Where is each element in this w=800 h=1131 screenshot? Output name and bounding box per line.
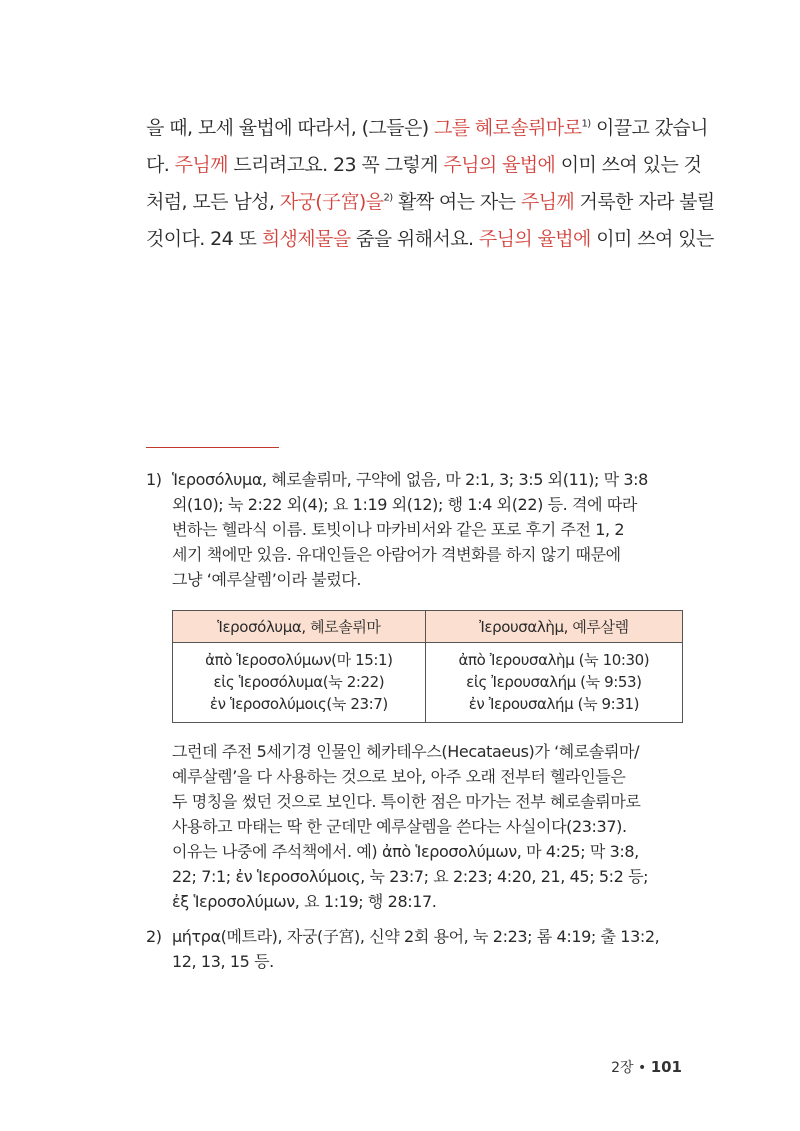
highlight: 그를 혜로솔뤼마로: [433, 117, 582, 139]
highlight: 주님의 율법에: [443, 154, 556, 176]
footnote-ref[interactable]: 2): [383, 192, 393, 204]
footnote-line: Ἱεροσόλυμα, 혜로솔뤼마, 구약에 없음, 마 2:1, 3; 3:5 외(11); 막 3:8: [172, 470, 648, 489]
footnote-line: 사용하고 마태는 딱 한 군데만 예루살렘을 쓴다는 사실이다(23:37).: [172, 817, 627, 836]
footnote-body: [172, 467, 686, 914]
bullet-icon: •: [637, 1060, 647, 1076]
greek-forms-table: [172, 610, 683, 723]
cell-line: ἐν Ἱεροσολύμοις(눅 23:7): [209, 695, 388, 713]
footnote-line: 예루살렘’을 다 사용하는 것으로 보아, 아주 오래 전부터 헬라인들은: [172, 767, 626, 786]
cell-line: ἐν Ἰερουσαλήμ (눅 9:31): [468, 695, 640, 713]
body-line: 처럼, 모든 남성, 자궁(子宮)을$^{2)}$ 활짝 여는 자는 주님께 거룩한 자라 불릴: [146, 191, 715, 213]
footnote-number: 2): [146, 927, 162, 946]
page-footer: [611, 1057, 682, 1077]
body-line: 다. 주님께 드리려고요. 23 꼭 그렇게 주님의 율법에 이미 쓰여 있는 것: [146, 154, 702, 176]
page-number: 101: [650, 1058, 682, 1076]
footnote-line: 22; 7:1; ἐν Ἱεροσολύμοις, 눅 23:7; 요 2:23; 4:20, 21, 45; 5:2 등;: [172, 867, 649, 886]
highlight: 주님께: [520, 191, 575, 213]
table-cell: [425, 643, 682, 723]
table-header: Ἱεροσόλυμα, 혜로솔뤼마: [173, 611, 426, 643]
cell-line: ἀπὸ Ἱεροσολύμων(마 15:1): [205, 651, 393, 669]
highlight: 희생제물을: [261, 228, 351, 250]
cell-line: εἰς Ἱεροσόλυμα(눅 2:22): [213, 673, 385, 691]
footnote-line: 세기 책에만 있음. 유대인들은 아람어가 격변화를 하지 않기 때문에: [172, 545, 621, 564]
table-cell: [173, 643, 426, 723]
body-line: 것이다. 24 또 희생제물을 줌을 위해서요. 주님의 율법에 이미 쓰여 있는: [146, 228, 714, 250]
footnote-line: ἐξ Ἱεροσολύμων, 요 1:19; 행 28:17.: [172, 892, 437, 911]
chapter-label: 2장: [611, 1060, 634, 1076]
cell-line: εἰς Ἰερουσαλήμ (눅 9:53): [466, 673, 642, 691]
footnote-divider: [146, 447, 279, 448]
footnote-line: 그냥 ‘예루살렘’이라 불렀다.: [172, 570, 362, 589]
footnotes: [146, 467, 686, 974]
highlight: 주님의 율법에: [478, 228, 591, 250]
footnote-line: μήτρα(메트라), 자궁(子宮), 신약 2회 용어, 눅 2:23; 롬 4:19; 출 13:2,: [172, 927, 660, 946]
footnote-1: [146, 467, 686, 914]
footnote-number: 1): [146, 470, 162, 489]
footnote-2: [146, 924, 686, 974]
table-header: Ἰερουσαλὴμ, 예루살렘: [425, 611, 682, 643]
footnote-line: 그런데 주전 5세기경 인물인 헤카테우스(Hecataeus)가 ‘혜로솔뤼마/: [172, 742, 640, 761]
highlight: 자궁(子宮)을: [279, 191, 384, 213]
footnote-line: 외(10); 눅 2:22 외(4); 요 1:19 외(12); 행 1:4 외(22) 등. 격에 따라: [172, 495, 637, 514]
footnote-line: 이유는 나중에 주석책에서. 예) ἀπὸ Ἱεροσολύμων, 마 4:25; 막 3:8,: [172, 842, 639, 861]
body-line: 을 때, 모세 율법에 따라서, (그들은) 그를 혜로솔뤼마로$^{1)}$ 이끌고 갔습니: [146, 117, 708, 139]
footnote-line: 12, 13, 15 등.: [172, 952, 274, 971]
footnote-ref[interactable]: 1): [581, 118, 591, 130]
cell-line: ἀπὸ Ἰερουσαλὴμ (눅 10:30): [458, 651, 650, 669]
footnote-body: [172, 924, 686, 974]
footnote-line: 변하는 헬라식 이름. 토빗이나 마카비서와 같은 포로 후기 주전 1, 2: [172, 520, 625, 539]
body-text: [146, 110, 715, 258]
footnote-line: 두 명칭을 썼던 것으로 보인다. 특이한 점은 마가는 전부 혜로솔뤼마로: [172, 792, 641, 811]
highlight: 주님께: [174, 154, 228, 176]
